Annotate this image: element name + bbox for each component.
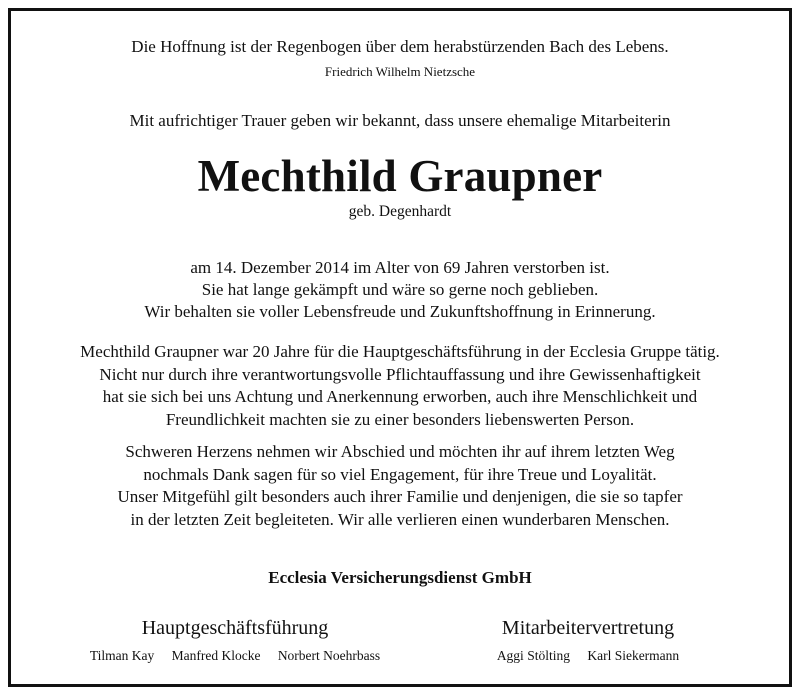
paragraph-career xyxy=(0,341,800,431)
company-name: Ecclesia Versicherungsdienst GmbH xyxy=(268,568,532,587)
text-line: Mechthild Graupner war 20 Jahre für die Hauptgeschäftsführung in der Ecclesia Gruppe tätig. xyxy=(80,342,720,361)
birth-name: geb. Degenhardt xyxy=(348,203,452,220)
text-line: hat sie sich bei uns Achtung und Anerkennung erworben, auch ihre Menschlichkeit und xyxy=(102,387,698,406)
management-names xyxy=(40,648,430,664)
signatory-name: Aggi Stölting xyxy=(496,648,570,663)
signatory-name: Norbert Noehrbass xyxy=(277,648,381,663)
text-line: nochmals Dank sagen für so viel Engagement, für ihre Treue und Loyalität. xyxy=(143,464,657,484)
signatory-name: Karl Siekermann xyxy=(587,648,680,663)
signatory-name: Manfred Klocke xyxy=(171,648,261,663)
text-line: Unser Mitgefühl gilt besonders auch ihrer Familie und denjenigen, die sie so tapfer xyxy=(117,487,683,506)
text-line: in der letzten Zeit begleiteten. Wir alle verlieren einen wunderbaren Menschen. xyxy=(130,509,670,529)
announcement: Mit aufrichtiger Trauer geben wir bekannt, dass unsere ehemalige Mitarbeiterin xyxy=(129,111,671,130)
text-line: Wir behalten sie voller Lebensfreude und Zukunftshoffnung in Erinnerung. xyxy=(144,302,656,321)
text-line: am 14. Dezember 2014 im Alter von 69 Jahren verstorben ist. xyxy=(190,258,610,277)
paragraph-farewell xyxy=(0,441,800,531)
deceased-name: Mechthild Graupner xyxy=(197,151,603,201)
staff-council-title: Mitarbeitervertretung xyxy=(501,617,675,639)
signatory-name: Tilman Kay xyxy=(89,648,155,663)
staff-council-names xyxy=(468,648,708,664)
paragraph-death-notice xyxy=(0,257,800,323)
text-line: Schweren Herzens nehmen wir Abschied und möchten ihr auf ihrem letzten Weg xyxy=(125,442,675,461)
text-line: Nicht nur durch ihre verantwortungsvolle Pflichtauffassung und ihre Gewissenhaftigkeit xyxy=(99,364,701,384)
quote-author: Friedrich Wilhelm Nietzsche xyxy=(324,64,476,79)
text-line: Sie hat lange gekämpft und wäre so gerne noch geblieben. xyxy=(201,280,599,299)
text-line: Freundlichkeit machten sie zu einer besonders liebenswerten Person. xyxy=(165,409,635,429)
quote: Die Hoffnung ist der Regenbogen über dem herabstürzenden Bach des Lebens. xyxy=(131,37,669,56)
management-title: Hauptgeschäftsführung xyxy=(141,617,329,639)
